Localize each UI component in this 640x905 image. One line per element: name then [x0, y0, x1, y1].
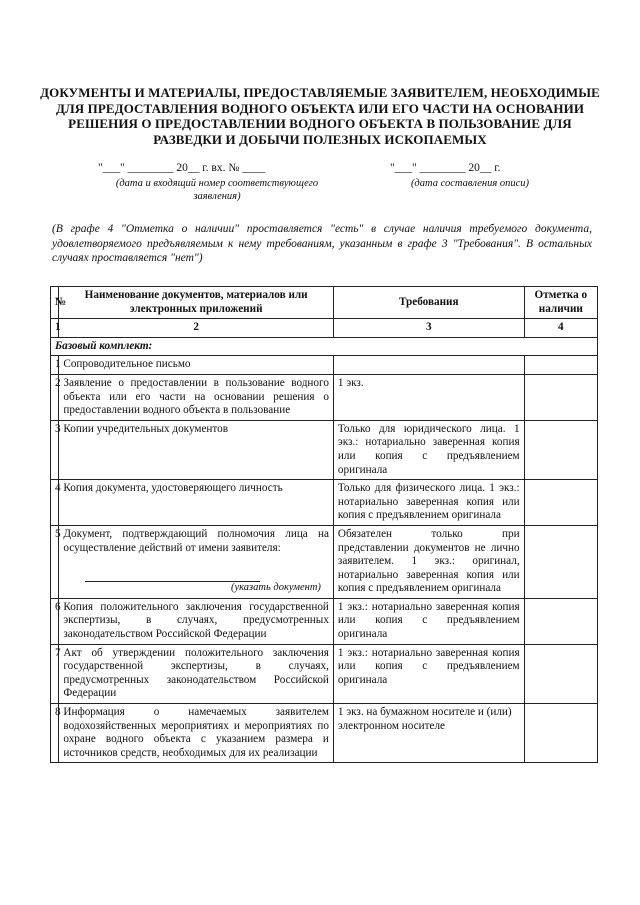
- presence-mark-cell[interactable]: [524, 598, 597, 644]
- document-name-cell: [59, 525, 334, 598]
- requirements-cell: Обязателен только при представлении документов не лично заявителем. 1 экз.: оригинал, нотариально заверенная копия или копия с предъявлением оригинала: [333, 525, 524, 598]
- document-title: [40, 85, 600, 147]
- document-name-cell: Копии учредительных документов: [59, 420, 334, 479]
- instruction-note: (В графе 4 "Отметка о наличии" проставляется "есть" в случае наличия требуемого документа, удовлетворяемого предъявляемым к нему требованиям, указанным в графе 3 "Требования". В остальных случаях проставляется "нет"): [52, 223, 592, 264]
- table-row: [51, 356, 598, 375]
- title-line: ДЛЯ ПРЕДОСТАВЛЕНИЯ ВОДНОГО ОБЪЕКТА ИЛИ ЕГО ЧАСТИ НА ОСНОВАНИИ: [55, 100, 585, 116]
- documents-table: [50, 286, 598, 763]
- presence-mark-cell[interactable]: [524, 525, 597, 598]
- requirements-cell: 1 экз.: [333, 374, 524, 420]
- row-number: 1: [51, 356, 59, 375]
- title-line: ДОКУМЕНТЫ И МАТЕРИАЛЫ, ПРЕДОСТАВЛЯЕМЫЕ ЗАЯВИТЕЛЕМ, НЕОБХОДИМЫЕ: [40, 85, 600, 100]
- document-name-cell: Акт об утверждении положительного заключения государственной экспертизы, в случаях, предусмотренных законодательством Российской Федерации: [59, 644, 334, 703]
- inventory-date-block: [390, 162, 550, 190]
- row-number: 2: [51, 374, 59, 420]
- presence-mark-cell[interactable]: [524, 704, 597, 763]
- row-number: 4: [51, 480, 59, 526]
- header-number: №: [51, 287, 59, 319]
- presence-mark-cell[interactable]: [524, 480, 597, 526]
- document-name-cell: Копия положительного заключения государственной экспертизы, в случаях, предусмотренных законодательством Российской Федерации: [59, 598, 334, 644]
- row-number: 7: [51, 644, 59, 703]
- table-row: [51, 480, 598, 526]
- presence-mark-cell[interactable]: [524, 356, 597, 375]
- table-row: [51, 420, 598, 479]
- section-row: [51, 337, 598, 356]
- document-name-cell: Информация о намечаемых заявителем водохозяйственных мероприятиях и мероприятиях по охране водного объекта с указанием размера и источников средств, необходимых для их реализации: [59, 704, 334, 763]
- inventory-date-line: "___" ________ 20__ г.: [390, 162, 501, 174]
- presence-mark-cell[interactable]: [524, 644, 597, 703]
- inventory-date-caption: (дата составления описи): [410, 178, 530, 189]
- table-row: [51, 704, 598, 763]
- incoming-registration-block: [98, 162, 336, 203]
- table-row: [51, 374, 598, 420]
- row-number: 3: [51, 420, 59, 479]
- row-number: 8: [51, 704, 59, 763]
- document-name-cell: Заявление о предоставлении в пользование водного объекта или его части на основании решения о предоставлении водного объекта в пользование: [59, 374, 334, 420]
- section-title: Базовый комплект:: [51, 337, 598, 356]
- table-row: [51, 644, 598, 703]
- header-requirements: Требования: [333, 287, 524, 319]
- document-name-cell: Копия документа, удостоверяющего личность: [59, 480, 334, 526]
- presence-mark-cell[interactable]: [524, 420, 597, 479]
- requirements-cell: [333, 356, 524, 375]
- presence-mark-cell[interactable]: [524, 374, 597, 420]
- table-header-row: [51, 287, 598, 319]
- table-row: [51, 525, 598, 598]
- row-number: 6: [51, 598, 59, 644]
- requirements-cell: 1 экз.: нотариально заверенная копия или копия с предъявлением оригинала: [333, 644, 524, 703]
- requirements-cell: 1 экз. на бумажном носителе и (или) электронном носителе: [333, 704, 524, 763]
- title-line: РЕШЕНИЯ О ПРЕДОСТАВЛЕНИИ ВОДНОГО ОБЪЕКТА В ПОЛЬЗОВАНИЕ ДЛЯ: [68, 116, 572, 131]
- header-presence-mark: Отметка о наличии: [524, 287, 597, 319]
- requirements-cell: Только для юридического лица. 1 экз.: нотариально заверенная копия или копия с предъявлением оригинала: [333, 420, 524, 479]
- header-document-name: Наименование документов, материалов или электронных приложений: [59, 287, 334, 319]
- incoming-date-number-line: "___" ________ 20__ г. вх. № ____: [98, 162, 266, 174]
- title-line: РАЗВЕДКИ И ДОБЫЧИ ПОЛЕЗНЫХ ИСКОПАЕМЫХ: [153, 131, 487, 147]
- row-number: 5: [51, 525, 59, 598]
- document-name-text: Документ, подтверждающий полномочия лица на осуществление действий от имени заявителя:: [63, 527, 329, 554]
- column-index: 3: [333, 319, 524, 338]
- document-name-cell: Сопроводительное письмо: [59, 356, 334, 375]
- table-row: [51, 598, 598, 644]
- requirements-cell: Только для физического лица. 1 экз.: нотариально заверенная копия или копия с предъявлением оригинала: [333, 480, 524, 526]
- column-index-row: [51, 319, 598, 338]
- incoming-date-caption: (дата и входящий номер соответствующего заявления): [115, 178, 319, 202]
- column-index: 1: [51, 319, 59, 338]
- specify-document-caption: (указать документ): [231, 582, 321, 594]
- column-index: 2: [59, 319, 334, 338]
- requirements-cell: 1 экз.: нотариально заверенная копия или копия с предъявлением оригинала: [333, 598, 524, 644]
- column-index: 4: [524, 319, 597, 338]
